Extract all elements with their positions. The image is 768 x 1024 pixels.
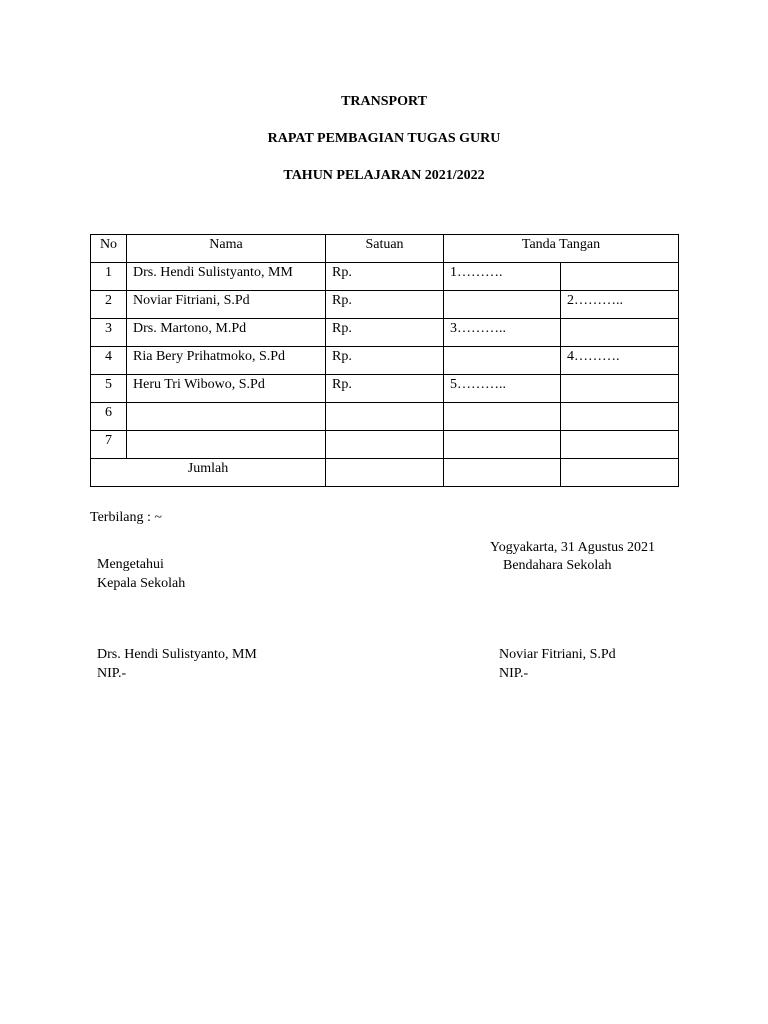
- table-row: [91, 403, 679, 431]
- header-nama: Nama: [127, 235, 326, 263]
- row-ttd-right: [561, 263, 679, 291]
- row-nama: Drs. Hendi Sulistyanto, MM: [127, 263, 326, 291]
- document-year: TAHUN PELAJARAN 2021/2022: [283, 168, 485, 183]
- row-no: 2: [91, 291, 127, 319]
- table-row: [91, 263, 679, 291]
- left-sign-name: Drs. Hendi Sulistyanto, MM: [97, 647, 257, 662]
- header-no: No: [91, 235, 127, 263]
- row-no: 6: [91, 403, 127, 431]
- row-satuan: Rp.: [326, 263, 444, 291]
- row-ttd-left: 3………..: [444, 319, 561, 347]
- row-no: 7: [91, 431, 127, 459]
- table-row: [91, 319, 679, 347]
- table-row: [91, 291, 679, 319]
- left-sign-line1: Mengetahui: [97, 557, 164, 572]
- row-ttd-left: 5………..: [444, 375, 561, 403]
- row-ttd-right: [561, 319, 679, 347]
- transport-table: [90, 234, 679, 487]
- row-ttd-right: [561, 375, 679, 403]
- total-label: Jumlah: [91, 459, 326, 487]
- row-ttd-right: [561, 403, 679, 431]
- row-nama: Heru Tri Wibowo, S.Pd: [127, 375, 326, 403]
- row-nama: [127, 431, 326, 459]
- total-satuan: [326, 459, 444, 487]
- table-row: [91, 431, 679, 459]
- row-nama: Noviar Fitriani, S.Pd: [127, 291, 326, 319]
- terbilang-text: Terbilang : ~: [90, 510, 162, 525]
- right-sign-line1: Bendahara Sekolah: [503, 558, 612, 573]
- document-title: TRANSPORT: [341, 94, 427, 109]
- row-no: 3: [91, 319, 127, 347]
- row-ttd-left: [444, 431, 561, 459]
- row-no: 5: [91, 375, 127, 403]
- row-satuan: [326, 403, 444, 431]
- row-satuan: Rp.: [326, 291, 444, 319]
- row-nama: Drs. Martono, M.Pd: [127, 319, 326, 347]
- place-date: Yogyakarta, 31 Agustus 2021: [490, 540, 656, 555]
- left-sign-line2: Kepala Sekolah: [97, 576, 186, 591]
- document-subtitle: RAPAT PEMBAGIAN TUGAS GURU: [267, 131, 501, 146]
- total-ttd-left: [444, 459, 561, 487]
- header-satuan: Satuan: [326, 235, 444, 263]
- row-ttd-right: 4……….: [561, 347, 679, 375]
- row-no: 1: [91, 263, 127, 291]
- right-sign-name: Noviar Fitriani, S.Pd: [499, 647, 616, 662]
- header-tanda-tangan: Tanda Tangan: [444, 235, 679, 263]
- row-satuan: Rp.: [326, 347, 444, 375]
- row-nama: [127, 403, 326, 431]
- table-total-row: [91, 459, 679, 487]
- row-nama: Ria Bery Prihatmoko, S.Pd: [127, 347, 326, 375]
- row-satuan: [326, 431, 444, 459]
- table-row: [91, 375, 679, 403]
- right-sign-nip: NIP.-: [499, 666, 529, 681]
- table-row: [91, 347, 679, 375]
- total-ttd-right: [561, 459, 679, 487]
- row-ttd-right: [561, 431, 679, 459]
- row-ttd-right: 2………..: [561, 291, 679, 319]
- row-ttd-left: [444, 291, 561, 319]
- row-ttd-left: [444, 403, 561, 431]
- row-ttd-left: [444, 347, 561, 375]
- row-ttd-left: 1……….: [444, 263, 561, 291]
- table-header-row: [91, 235, 679, 263]
- row-no: 4: [91, 347, 127, 375]
- row-satuan: Rp.: [326, 319, 444, 347]
- row-satuan: Rp.: [326, 375, 444, 403]
- left-sign-nip: NIP.-: [97, 666, 127, 681]
